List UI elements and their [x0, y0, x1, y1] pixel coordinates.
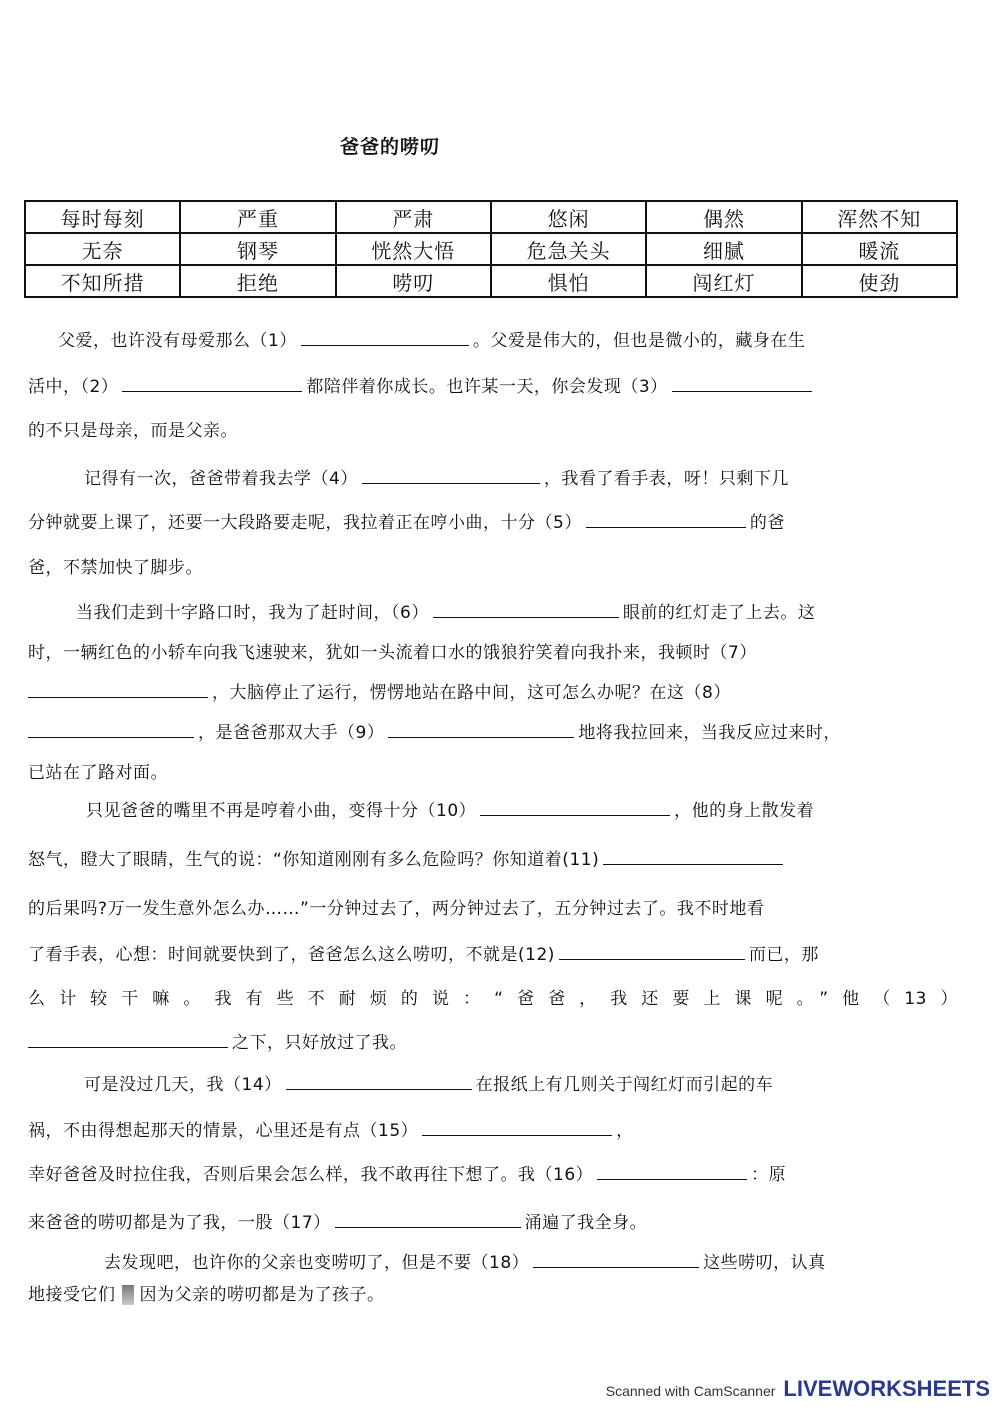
- passage-line: [28, 326, 958, 351]
- passage-text: 可是没过几天，我（14）: [84, 1075, 282, 1095]
- word-bank-table: [24, 200, 958, 298]
- passage-text: 记得有一次，爸爸带着我去学（4）: [84, 469, 358, 489]
- passage-line: [28, 940, 958, 965]
- word-cell: 闯红灯: [646, 265, 801, 297]
- passage-text: 去发现吧，也许你的父亲也变唠叨了，但是不要（18）: [104, 1253, 530, 1273]
- passage-text: 怒气，瞪大了眼睛，生气的说：“你知道刚刚有多么危险吗？你知道着(11): [28, 850, 600, 870]
- answer-blank-11[interactable]: [603, 847, 783, 865]
- passage-line: [28, 1070, 958, 1095]
- passage-text: 活中，（2）: [28, 377, 119, 397]
- footer-watermark: [606, 1376, 990, 1402]
- passage-line: [28, 1160, 958, 1185]
- answer-blank-2[interactable]: [122, 374, 302, 392]
- page-title: 爸爸的唠叨: [340, 136, 441, 158]
- answer-blank-1[interactable]: [301, 328, 469, 346]
- passage-text: ，我看了看手表，呀！只剩下几: [543, 469, 789, 489]
- passage-text: 这些唠叨，认真: [703, 1253, 826, 1273]
- answer-blank-7[interactable]: [28, 680, 208, 698]
- passage-text: 之下，只好放过了我。: [232, 1033, 407, 1053]
- word-cell: 无奈: [25, 233, 180, 265]
- passage-text: 地接受它们: [28, 1285, 116, 1305]
- scanner-credit: Scanned with CamScanner: [605, 1383, 776, 1399]
- word-cell: 恍然大悟: [336, 233, 491, 265]
- passage-line: [28, 796, 958, 821]
- passage-text: 眼前的红灯走了上去。这: [622, 603, 816, 623]
- answer-blank-10[interactable]: [480, 798, 670, 816]
- answer-blank-6[interactable]: [433, 600, 619, 618]
- passage-text: 了看手表，心想：时间就要快到了，爸爸怎么这么唠叨，不就是(12): [28, 945, 555, 965]
- word-cell: 钢琴: [180, 233, 335, 265]
- word-cell: 严肃: [336, 201, 491, 233]
- passage-text: ，大脑停止了运行，愣愣地站在路中间，这可怎么办呢？在这（8）: [212, 683, 731, 703]
- passage-line: [28, 372, 958, 397]
- word-bank-row: [25, 233, 957, 265]
- word-cell: 浑然不知: [802, 201, 957, 233]
- word-cell: 暖流: [802, 233, 957, 265]
- liveworksheets-logo: LIVEWORKSHEETS: [783, 1376, 990, 1401]
- passage-line: 么计较干嘛。我有些不耐烦的说：“爸爸，我还要上课呢。”他（13）: [28, 989, 958, 1009]
- passage-text: 地将我拉回来，当我反应过来时，: [578, 723, 841, 743]
- passage-text: 都陪伴着你成长。也许某一天，你会发现（3）: [306, 377, 668, 397]
- word-cell: 偶然: [646, 201, 801, 233]
- scan-smudge-icon: [122, 1285, 134, 1305]
- passage-line: [28, 1208, 958, 1233]
- word-cell: 不知所措: [25, 265, 180, 297]
- answer-blank-12[interactable]: [559, 942, 745, 960]
- passage-text: 。父爱是伟大的，但也是微小的，藏身在生: [472, 331, 806, 351]
- answer-blank-5[interactable]: [586, 510, 746, 528]
- answer-blank-8[interactable]: [28, 720, 194, 738]
- passage-line: [28, 1280, 958, 1305]
- answer-blank-3[interactable]: [672, 374, 812, 392]
- word-cell: 每时每刻: [25, 201, 180, 233]
- answer-blank-15[interactable]: [422, 1118, 612, 1136]
- passage-text: ，他的身上散发着: [674, 801, 815, 821]
- answer-blank-16[interactable]: [597, 1162, 747, 1180]
- passage-line: [28, 464, 958, 489]
- word-cell: 惧怕: [491, 265, 646, 297]
- passage-text: ：原: [751, 1165, 787, 1185]
- passage-line: [28, 845, 958, 870]
- answer-blank-9[interactable]: [388, 720, 574, 738]
- passage-text: 因为父亲的唠叨都是为了孩子。: [139, 1285, 385, 1305]
- passage-text: 祸，不由得想起那天的情景，心里还是有点（15）: [28, 1121, 419, 1141]
- answer-blank-4[interactable]: [362, 466, 540, 484]
- passage-line: [28, 508, 958, 533]
- answer-blank-14[interactable]: [286, 1072, 472, 1090]
- passage-line: 的后果吗?万一发生意外怎么办……”一分钟过去了，两分钟过去了，五分钟过去了。我不时地看: [28, 899, 765, 919]
- word-bank-row: [25, 201, 957, 233]
- passage-line: 爸，不禁加快了脚步。: [28, 558, 203, 578]
- passage-text: 幸好爸爸及时拉住我，否则后果会怎么样，我不敢再往下想了。我（16）: [28, 1165, 594, 1185]
- passage-line: [28, 1248, 958, 1273]
- answer-blank-13[interactable]: [28, 1030, 228, 1048]
- passage-line: [28, 1116, 958, 1141]
- answer-blank-17[interactable]: [335, 1210, 521, 1228]
- word-cell: 悠闲: [491, 201, 646, 233]
- passage-text: 涌遍了我全身。: [524, 1213, 648, 1233]
- passage-line: [28, 718, 958, 743]
- passage-text: ，: [616, 1121, 634, 1141]
- passage-line: 的不只是母亲，而是父亲。: [28, 421, 238, 441]
- passage-text: 当我们走到十字路口时，我为了赶时间，（6）: [76, 603, 429, 623]
- passage-line: [28, 598, 958, 623]
- answer-blank-18[interactable]: [533, 1250, 699, 1268]
- passage-text: 在报纸上有几则关于闯红灯而引起的车: [475, 1075, 774, 1095]
- passage-text: ，是爸爸那双大手（9）: [198, 723, 385, 743]
- word-cell: 严重: [180, 201, 335, 233]
- passage-line: 时，一辆红色的小轿车向我飞速驶来，犹如一头流着口水的饿狼狞笑着向我扑来，我顿时（7）: [28, 643, 757, 663]
- word-bank-row: [25, 265, 957, 297]
- passage-line: [28, 1028, 958, 1053]
- word-cell: 使劲: [802, 265, 957, 297]
- passage-line: 已站在了路对面。: [28, 763, 168, 783]
- word-cell: 细腻: [646, 233, 801, 265]
- word-cell: 唠叨: [336, 265, 491, 297]
- word-cell: 危急关头: [491, 233, 646, 265]
- word-cell: 拒绝: [180, 265, 335, 297]
- passage-text: 的爸: [749, 513, 785, 533]
- passage-text: 而已，那: [748, 945, 819, 965]
- passage-text: 父爱，也许没有母爱那么（1）: [58, 331, 297, 351]
- passage-text: 只见爸爸的嘴里不再是哼着小曲，变得十分（10）: [86, 801, 477, 821]
- passage-line: [28, 678, 958, 703]
- passage-text: 分钟就要上课了，还要一大段路要走呢，我拉着正在哼小曲，十分（5）: [28, 513, 582, 533]
- passage-text: 来爸爸的唠叨都是为了我，一股（17）: [28, 1213, 331, 1233]
